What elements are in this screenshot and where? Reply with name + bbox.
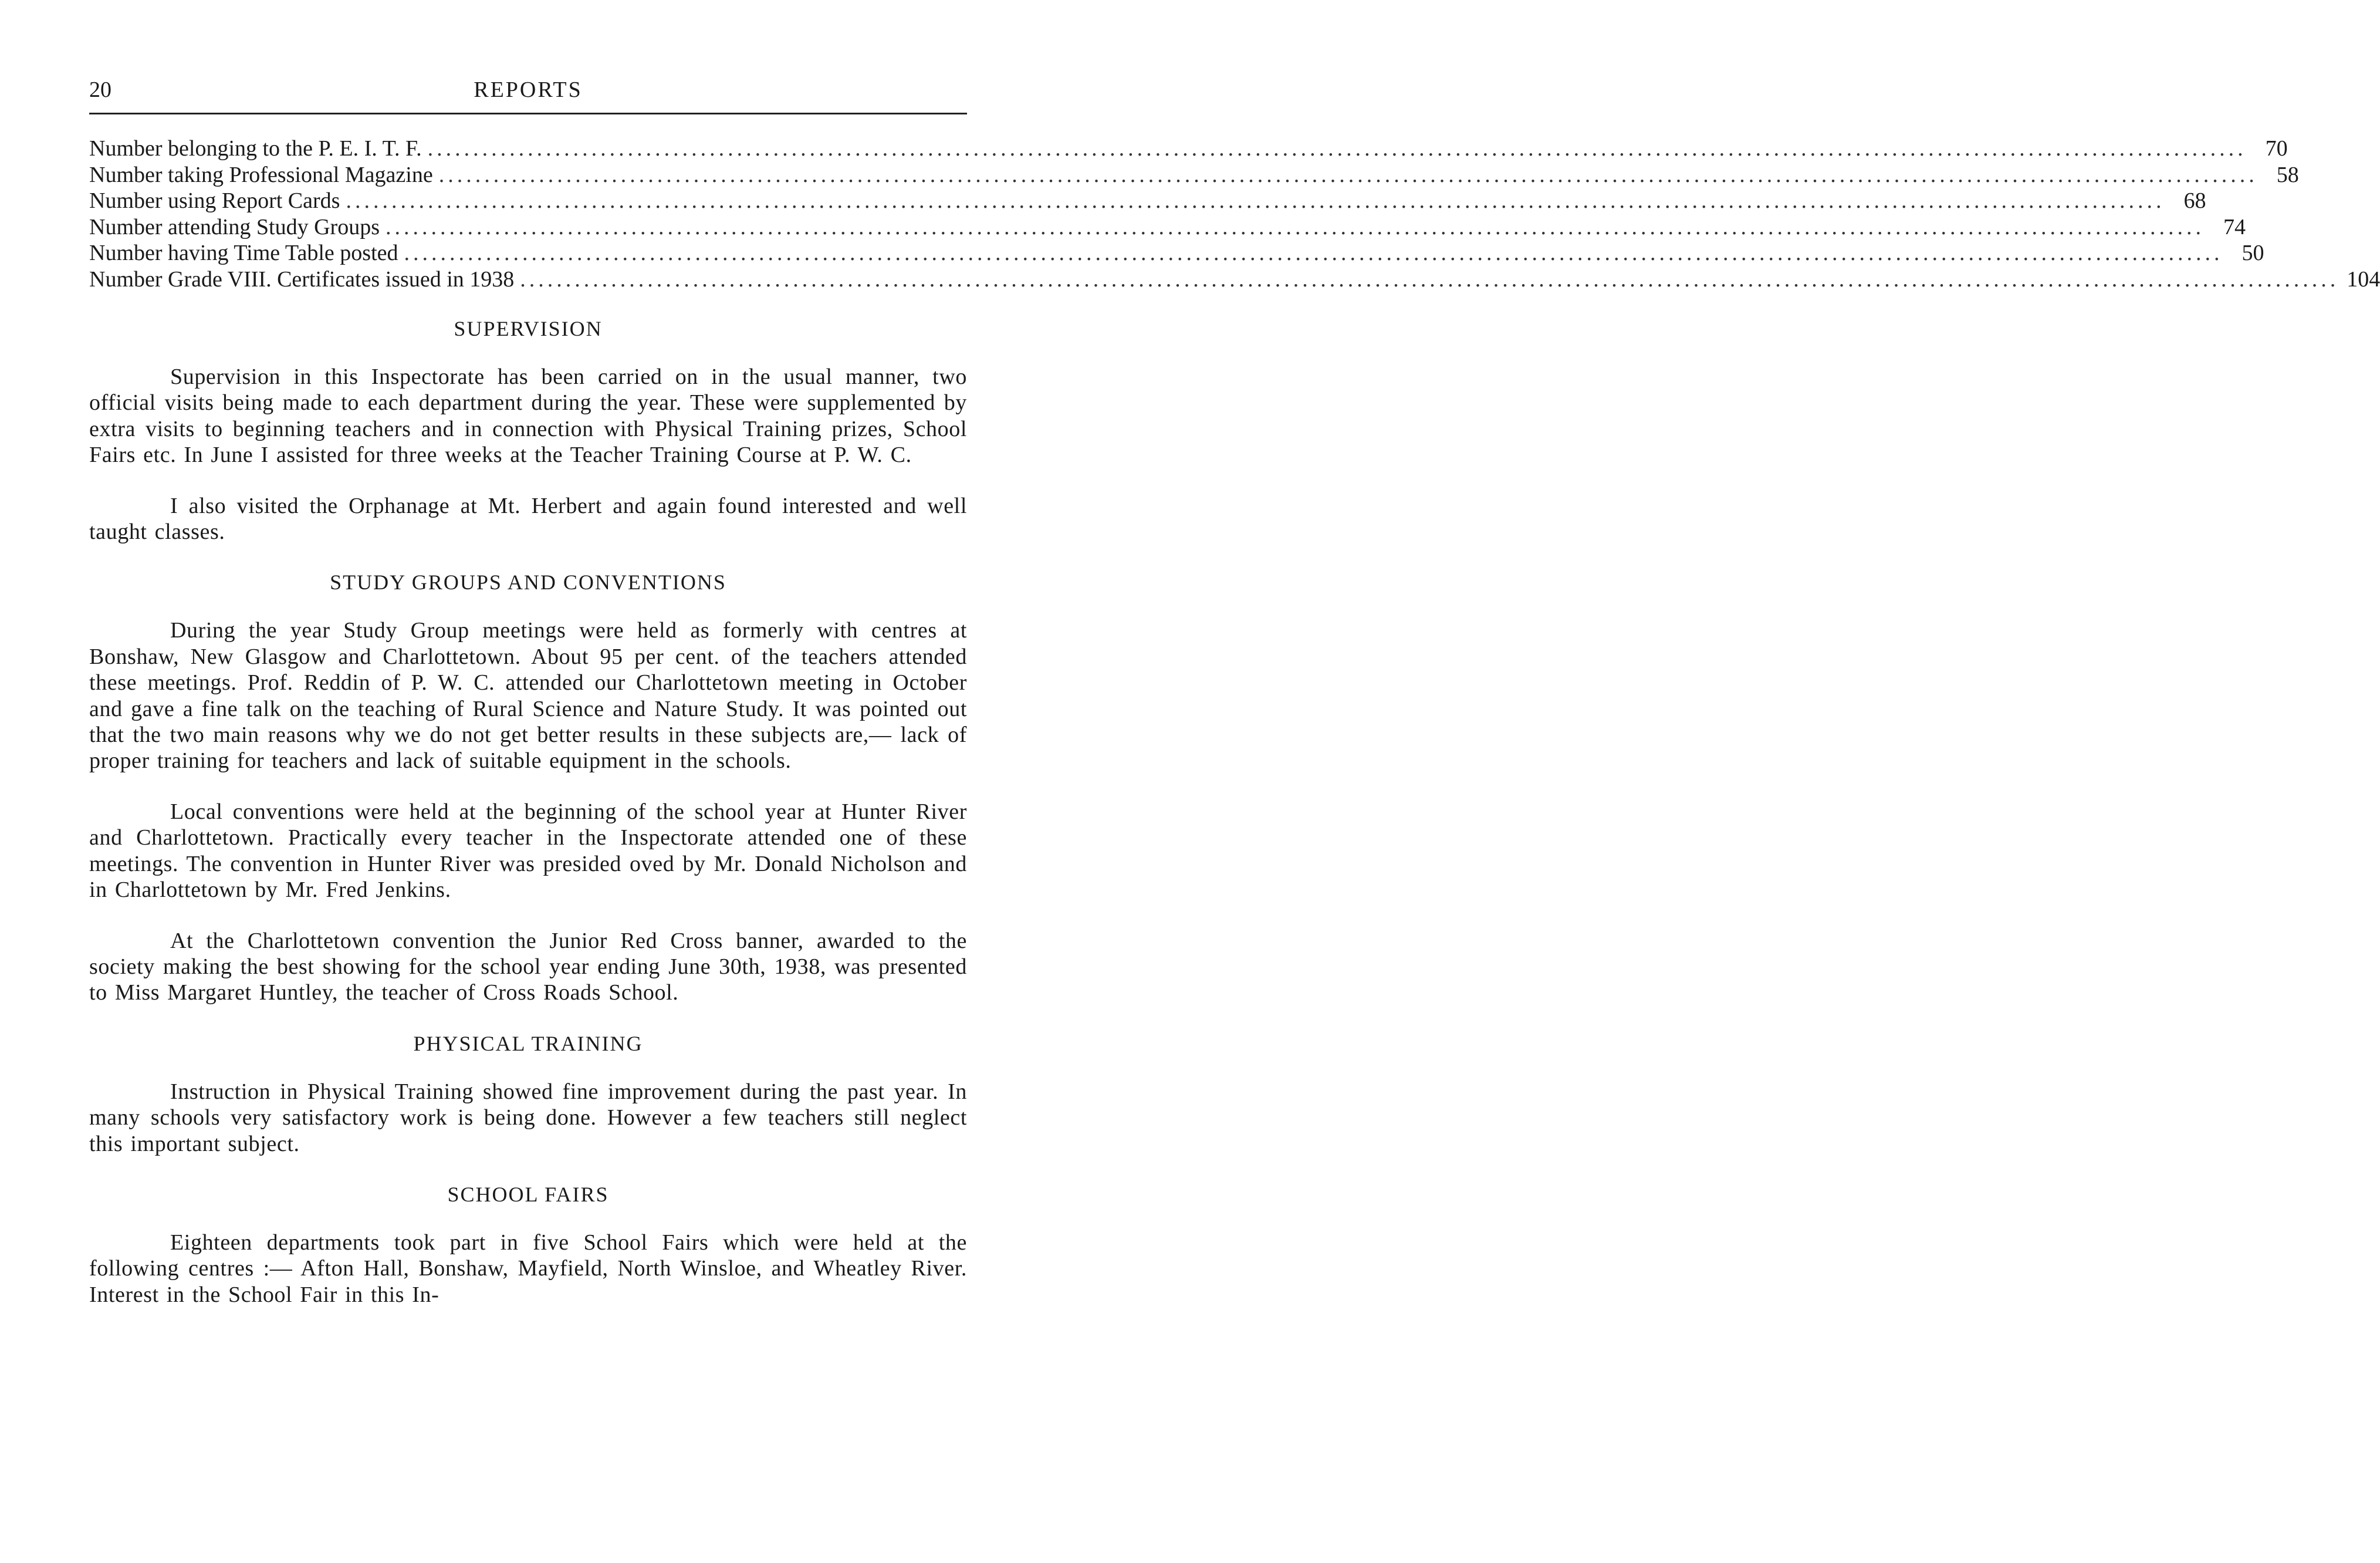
statistics-value: 74 [2223,214,2246,239]
statistics-value: 50 [2242,241,2264,265]
paragraph: During the year Study Group meetings were held as formerly with centres at Bonshaw, New Glasgow and Charlottetown. About 95 per cent. of the teachers attended these meetings. Prof. Reddin of P. W. C. attended our Charlottetown meeting in October and gave a fine talk on the teaching of Rural Science and Nature Study. It was pointed out that the two main reasons why we do not get better results in these subjects are,— lack of proper training for teachers and lack of suitable equipment in the schools. [89,618,967,774]
dot-leader: ........................................................................................................................................................................................................ [386,214,2205,239]
statistics-row [89,162,2299,188]
running-title: REPORTS [474,77,583,102]
page-content [89,70,2380,1308]
paragraph: At the Charlottetown convention the Junior Red Cross banner, awarded to the society making the best showing for the school year ending June 30th, 1938, was presented to Miss Margaret Huntley, the teacher of Cross Roads School. [89,928,967,1005]
section-heading-supervision: SUPERVISION [454,317,603,340]
paragraph: I also visited the Orphanage at Mt. Herbert and again found interested and well taught classes. [89,493,967,545]
statistics-value: 68 [2183,188,2206,213]
statistics-label: Number belonging to the P. E. I. T. F. [89,136,422,161]
statistics-value: 104 [2347,266,2380,292]
statistics-value: 58 [2276,162,2299,187]
statistics-row [89,136,2288,162]
dot-leader: ........................................................................................................................................................................................................ [346,188,2165,213]
dot-leader: ........................................................................................................................................................................................................ [404,241,2223,265]
section-heading-physical-training: PHYSICAL TRAINING [413,1031,643,1055]
section-heading-study-groups: STUDY GROUPS AND CONVENTIONS [330,570,726,595]
page-number: 20 [89,77,111,102]
statistics-label: Number attending Study Groups [89,214,380,239]
paragraph: Eighteen departments took part in five School Fairs which were held at the following centres :— Afton Hall, Bonshaw, Mayfield, North Winsloe, and Wheatley River. Interest in the School Fair in this In- [89,1230,967,1307]
statistics-label: Number taking Professional Magazine [89,162,433,187]
statistics-list [89,136,2380,292]
statistics-label: Number having Time Table posted [89,241,398,265]
statistics-row [89,240,2264,266]
paragraph: Supervision in this Inspectorate has been carried on in the usual manner, two official visits being made to each department during the year. These were supplemented by extra visits to beginning teachers and in connection with Physical Training prizes, School Fairs etc. In June I assisted for three weeks at the Teacher Training Course at P. W. C. [89,364,967,468]
dot-leader: ........................................................................................................................................................................................................ [427,136,2247,161]
statistics-row [89,266,2380,293]
paragraph: Local conventions were held at the beginning of the school year at Hunter River and Charlottetown. Practically every teacher in the Inspectorate attended one of these meetings. The convention in Hunter River was presided oved by Mr. Donald Nicholson and in Charlottetown by Mr. Fred Jenkins. [89,799,967,903]
dot-leader: ........................................................................................................................................................................................................ [438,162,2258,187]
section-heading-school-fairs: SCHOOL FAIRS [447,1182,609,1206]
statistics-row [89,188,2206,214]
statistics-value: 70 [2265,136,2288,161]
statistics-label: Number Grade VIII. Certificates issued in 1938 [89,266,515,292]
running-header [89,70,967,109]
dot-leader: ........................................................................................................................................................................................................ [520,266,2340,292]
statistics-row [89,214,2246,241]
statistics-label: Number using Report Cards [89,188,340,213]
header-rule [89,113,967,114]
paragraph: Instruction in Physical Training showed fine improvement during the past year. In many schools very satisfactory work is being done. However a few teachers still neglect this important subject. [89,1079,967,1156]
